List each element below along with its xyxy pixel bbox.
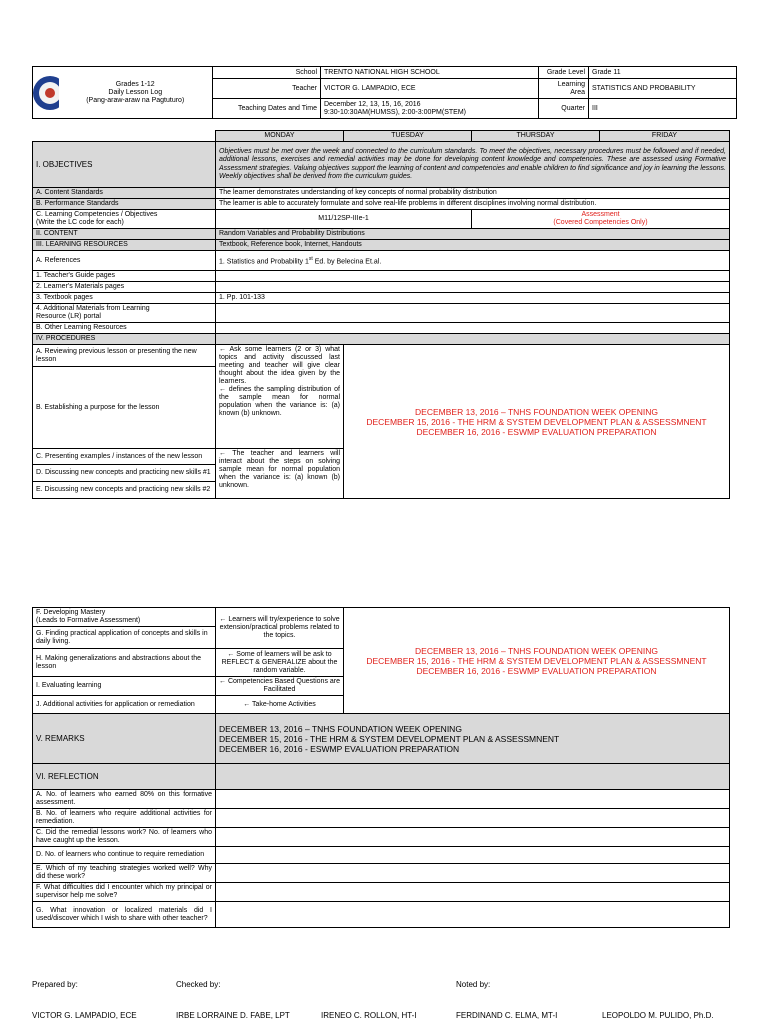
remarks-text (216, 714, 730, 764)
content-text: Random Variables and Probability Distributions (216, 229, 730, 240)
teaching-dates-value (321, 99, 539, 119)
procedure-g-label: G. Finding practical application of concepts and skills in daily living. (33, 627, 216, 649)
performance-standards-text: The learner is able to accurately formulate and solve real-life problems in different disciplines involving normal distribution. (216, 199, 730, 210)
assessment-title: Assessment (581, 211, 620, 218)
monday-procedure-cde: ← The teacher and learners will interact about the steps on solving sample mean for normal population when the variance is: (a) known (b) unknown. (216, 449, 344, 499)
teacher-value: VICTOR G. LAMPADIO, ECE (321, 79, 539, 99)
signatory-checker-2: IRENEO C. ROLLON, HT-I (321, 1011, 417, 1020)
day-tuesday: TUESDAY (344, 131, 472, 142)
procedure-a-label: A. Reviewing previous lesson or presenting the new lesson (33, 345, 216, 367)
reflection-item-d: D. No. of learners who continue to require remediation (33, 847, 216, 864)
learning-area-value: STATISTICS AND PROBABILITY (589, 79, 737, 99)
grade-level-value: Grade 11 (589, 67, 737, 79)
events-block-page2 (344, 608, 730, 714)
lr-portal-line1: 4. Additional Materials from Learning (36, 305, 150, 312)
remark-1: DECEMBER 13, 2016 – TNHS FOUNDATION WEEK OPENING (219, 723, 462, 734)
references-text (216, 251, 730, 271)
procedure-f-line1: F. Developing Mastery (36, 609, 106, 616)
procedure-h-label: H. Making generalizations and abstractions about the lesson (33, 649, 216, 677)
references-label: A. References (33, 251, 216, 271)
signatory-noter-1: FERDINAND C. ELMA, MT-I (456, 1011, 558, 1020)
references-text-end: Ed. by Belecina Et.al. (312, 258, 382, 266)
quarter-value: III (589, 99, 737, 119)
learners-materials-label: 2. Learner's Materials pages (33, 282, 216, 293)
signatory-noter-2: LEOPOLDO M. PULIDO, Ph.D. (602, 1011, 714, 1020)
signatory-preparer: VICTOR G. LAMPADIO, ECE (32, 1011, 137, 1020)
grade-level-label: Grade Level (539, 67, 589, 79)
event-2: DECEMBER 15, 2016 - THE HRM & SYSTEM DEVELOPMENT PLAN & ASSESSMNENT (366, 416, 707, 427)
header-table (32, 66, 737, 119)
competencies-label (33, 210, 216, 229)
day-monday: MONDAY (216, 131, 344, 142)
teachers-guide-label: 1. Teacher's Guide pages (33, 271, 216, 282)
remark-3: DECEMBER 16, 2016 - ESWMP EVALUATION PREPARATION (219, 743, 460, 754)
objectives-label: I. OBJECTIVES (33, 142, 216, 188)
monday-procedure-purpose: ← defines the sampling distribution of the sample mean for normal population when the variance is: (a) known (b) unknown. (219, 386, 340, 417)
event-2-p2: DECEMBER 15, 2016 - THE HRM & SYSTEM DEVELOPMENT PLAN & ASSESSMNENT (366, 655, 707, 666)
textbook-pages-value: 1. Pp. 101-133 (216, 293, 730, 304)
form-title-dll: Daily Lesson Log (108, 88, 163, 96)
event-3-p2: DECEMBER 16, 2016 - ESWMP EVALUATION PREPARATION (416, 665, 657, 676)
content-standards-label: A. Content Standards (33, 188, 216, 199)
lc-code: M11/12SP-IIIe-1 (216, 210, 472, 229)
other-resources-label: B. Other Learning Resources (33, 323, 216, 334)
lr-portal-label (33, 304, 216, 323)
competencies-label-line1: C. Learning Competencies / Objectives (36, 211, 158, 218)
performance-standards-label: B. Performance Standards (33, 199, 216, 210)
procedure-j-label: J. Additional activities for application or remediation (33, 696, 216, 714)
objectives-text: Objectives must be met over the week and connected to the curriculum standards. To meet the objectives, necessary procedures must be followed and if needed, additional lessons, exercises and remedial activities may be done for developing content knowledge and competencies. These are assessed using Formative Assessment strategies. Valuing objectives support the learning of content and competencies and enable children to find significance and joy in learning the lessons. Weekly objectives shall be derived from the curriculum guides. (216, 142, 730, 188)
quarter-label: Quarter (539, 99, 589, 119)
monday-procedure-fg: ← Learners will try/experience to solve extension/practical problems related to the topics. (216, 608, 344, 649)
events-block-page1 (344, 345, 730, 499)
reflection-item-f: F. What difficulties did I encounter which my principal or supervisor help me solve? (33, 883, 216, 902)
procedure-b-label: B. Establishing a purpose for the lesson (33, 367, 216, 449)
deped-seal-logo (33, 76, 59, 110)
reflection-item-a: A. No. of learners who earned 80% on this formative assessment. (33, 790, 216, 809)
lesson-table-page2 (32, 607, 730, 928)
procedure-f-label (33, 608, 216, 627)
procedure-c-label: C. Presenting examples / instances of the new lesson (33, 449, 216, 465)
learning-area-label: Learning Area (539, 79, 589, 99)
school-label: School (213, 67, 321, 79)
assessment-covered: (Covered Competencies Only) (553, 219, 648, 226)
procedure-f-line2: (Leads to Formative Assessment) (36, 617, 141, 624)
day-thursday: THURSDAY (472, 131, 600, 142)
remarks-label: V. REMARKS (33, 714, 216, 764)
references-text-sup: st (308, 255, 313, 262)
references-text-main: 1. Statistics and Probability 1 (219, 258, 309, 266)
monday-procedure-h: ← Some of learners will be ask to REFLECT & GENERALIZE about the random variable. (216, 649, 344, 677)
procedure-i-label: I. Evaluating learning (33, 677, 216, 696)
day-friday: FRIDAY (600, 131, 730, 142)
monday-procedure-j: ← Take-home Activities (216, 696, 344, 714)
event-1-p2: DECEMBER 13, 2016 – TNHS FOUNDATION WEEK OPENING (415, 645, 658, 656)
assessment-note (472, 210, 730, 229)
competencies-label-line2: (Write the LC code for each) (36, 219, 124, 226)
event-1: DECEMBER 13, 2016 – TNHS FOUNDATION WEEK OPENING (415, 406, 658, 417)
procedures-label: IV. PROCEDURES (33, 334, 216, 345)
teaching-dates-label: Teaching Dates and Time (213, 99, 321, 119)
noted-by-label: Noted by: (456, 980, 491, 989)
lr-portal-line2: Resource (LR) portal (36, 313, 101, 320)
content-standards-text: The learner demonstrates understanding of key concepts of normal probability distribution (216, 188, 730, 199)
resources-label: III. LEARNING RESOURCES (33, 240, 216, 251)
textbook-pages-label: 3. Textbook pages (33, 293, 216, 304)
school-value: TRENTO NATIONAL HIGH SCHOOL (321, 67, 539, 79)
teaching-dates-time: 9:30-10:30AM(HUMSS), 2:00-3:00PM(STEM) (324, 108, 466, 116)
monday-procedure-review: ← Ask some learners (2 or 3) what topics and activity discussed last meeting and teacher will give clear thought about the idea given by the learners. (219, 346, 340, 385)
reflection-item-c: C. Did the remedial lessons work? No. of learners who have caught up the lesson. (33, 828, 216, 847)
form-title-grades: Grades 1-12 (115, 80, 155, 88)
content-label: II. CONTENT (33, 229, 216, 240)
signatory-checker-1: IRBE LORRAINE D. FABE, LPT (176, 1011, 290, 1020)
checked-by-label: Checked by: (176, 980, 221, 989)
monday-procedure-ab (216, 345, 344, 449)
lesson-table-page1 (32, 130, 730, 499)
reflection-item-g: G. What innovation or localized materials did I used/discover which I wish to share with other teacher? (33, 902, 216, 928)
reflection-label: VI. REFLECTION (33, 764, 216, 790)
reflection-item-e: E. Which of my teaching strategies worked well? Why did these work? (33, 864, 216, 883)
resources-text: Textbook, Reference book, Internet, Handouts (216, 240, 730, 251)
monday-procedure-i: ← Competencies Based Questions are Facilitated (216, 677, 344, 696)
procedure-e-label: E. Discussing new concepts and practicing new skills #2 (33, 482, 216, 499)
procedure-d-label: D. Discussing new concepts and practicing new skills #1 (33, 465, 216, 482)
teaching-dates-days: December 12, 13, 15, 16, 2016 (324, 100, 421, 108)
prepared-by-label: Prepared by: (32, 980, 78, 989)
event-3: DECEMBER 16, 2016 - ESWMP EVALUATION PREPARATION (416, 426, 657, 437)
reflection-item-b: B. No. of learners who require additional activities for remediation. (33, 809, 216, 828)
teacher-label: Teacher (213, 79, 321, 99)
form-title-tagalog: (Pang-araw-araw na Pagtuturo) (86, 96, 185, 104)
remark-2: DECEMBER 15, 2016 - THE HRM & SYSTEM DEVELOPMENT PLAN & ASSESSMNENT (219, 733, 560, 744)
